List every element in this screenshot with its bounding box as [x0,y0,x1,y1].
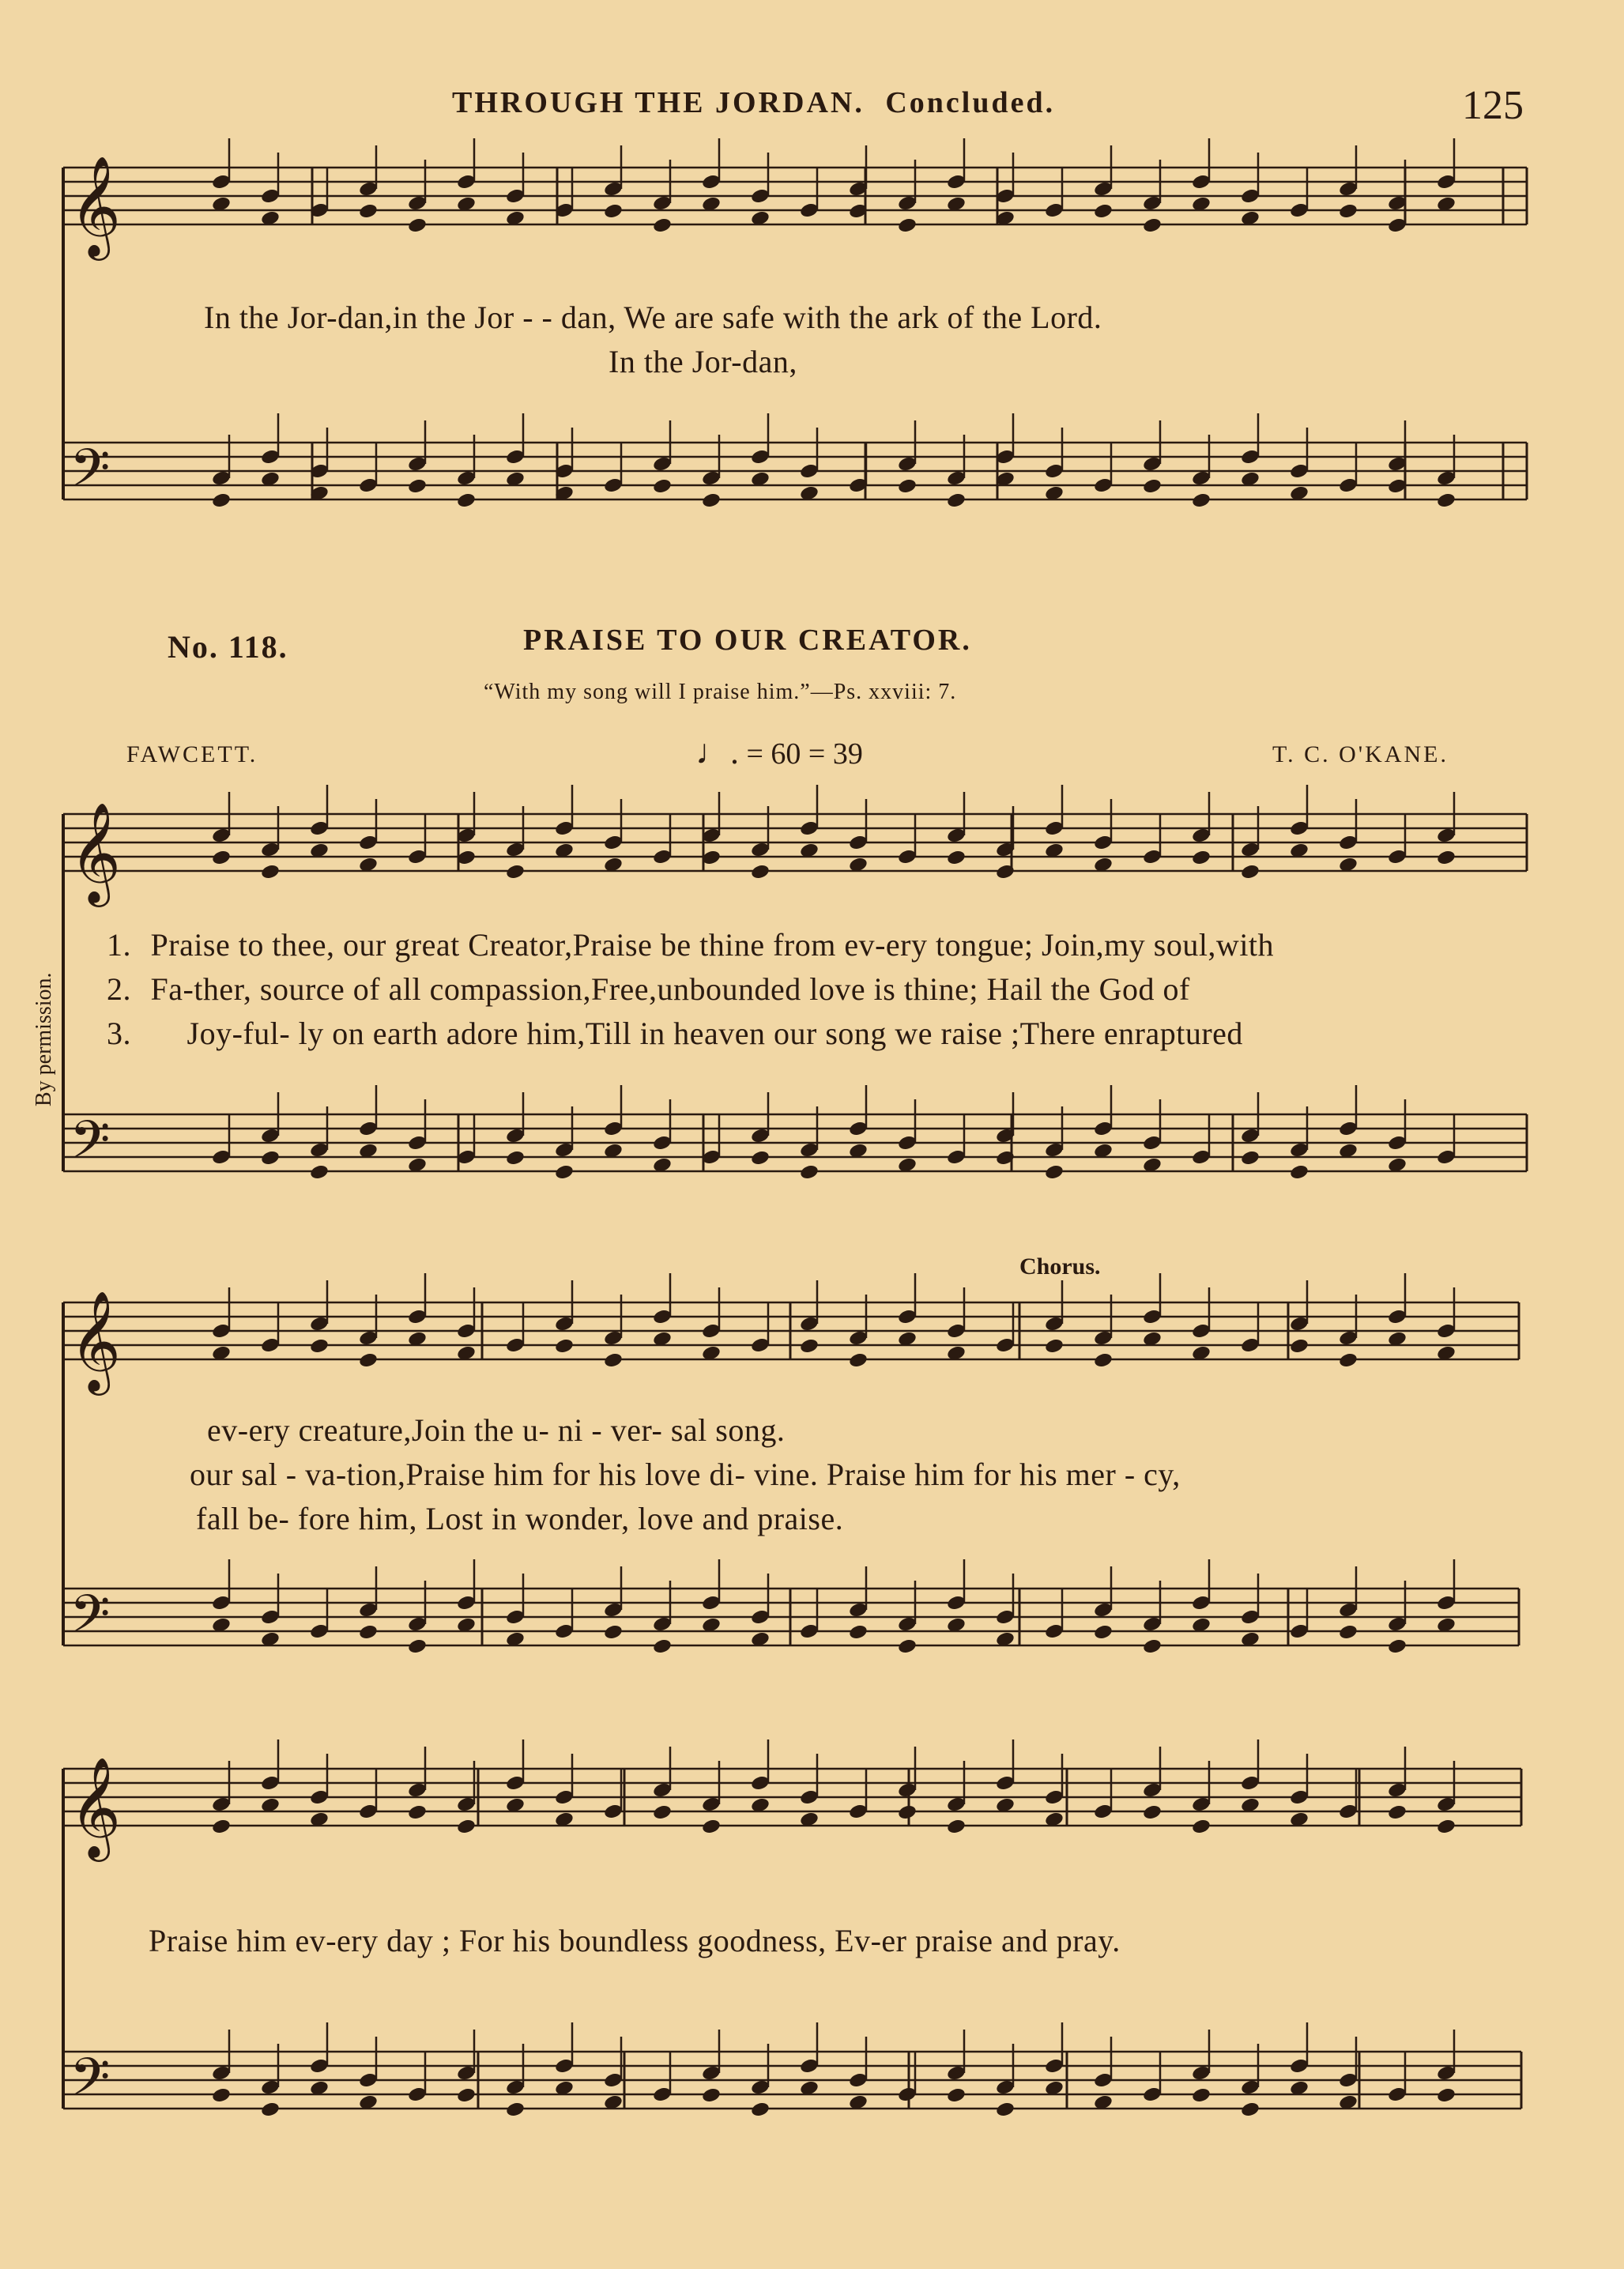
treble-clef-icon: 𝄞 [70,1290,122,1391]
notehead [358,202,379,220]
notehead [505,863,526,880]
notehead [211,2086,232,2104]
verse-3-continued: fall be- fore him, Lost in wonder, love and praise. [196,1501,844,1536]
notehead [407,477,428,495]
notehead [456,1818,477,1835]
notehead [211,1818,232,1835]
notehead [1093,1623,1113,1641]
notehead [750,2101,771,2118]
notehead [407,217,428,234]
treble-clef-icon: 𝄞 [70,1756,122,1857]
notehead [946,1818,966,1835]
verse-number: 1. [107,927,131,963]
notehead [946,849,966,866]
notehead [1142,1638,1162,1655]
running-title-suffix: Concluded. [885,86,1056,119]
tempo-text: = 60 = 39 [746,737,863,771]
treble-clef-icon: 𝄞 [70,801,122,903]
notehead [554,1337,575,1355]
page-number: 125 [1462,83,1524,128]
notehead [1142,217,1162,234]
notehead [260,2101,281,2118]
notehead [1044,1337,1064,1355]
notehead [995,2101,1015,2118]
notehead [799,1163,820,1181]
notehead [701,1818,722,1835]
treble-clef-icon: 𝄞 [70,155,122,256]
notehead [1240,1149,1260,1167]
notehead [1436,1818,1456,1835]
notehead [1240,863,1260,880]
notehead [1142,1804,1162,1821]
notehead [897,477,918,495]
verse-1-continued: ev-ery creature,Join the u- ni - ver- sal song. [207,1412,786,1448]
hymn-number: No. 118. [168,629,288,665]
bass-clef-icon: 𝄢 [70,438,111,511]
notehead [1093,1351,1113,1369]
notehead [1289,1163,1309,1181]
notehead [309,1163,330,1181]
notehead [799,1337,820,1355]
notehead [1191,2086,1211,2104]
notehead [1387,1638,1407,1655]
dotted-quarter-note-icon: ♩. [695,733,739,771]
hymn-scripture: “With my song will I praise him.”—Ps. xxviii: 7. [484,680,957,704]
notehead [897,1804,918,1821]
notehead [1338,202,1358,220]
notehead [211,492,232,509]
notehead [652,1804,673,1821]
notehead [505,1149,526,1167]
verse-text: Joy-ful- ly on earth adore him,Till in heaven our song we raise ;There enraptured [187,1016,1243,1051]
verse-text: Praise to thee, our great Creator,Praise be thine from ev-ery tongue; Join,my soul,with [150,927,1275,963]
notehead [1338,1623,1358,1641]
notehead [652,217,673,234]
notehead [897,1638,918,1655]
notehead [211,849,232,866]
notehead [750,1149,771,1167]
notehead [750,863,771,880]
jordan-lyric-line-2: In the Jor-dan, [609,344,797,379]
notehead [456,2086,477,2104]
bass-clef-icon: 𝄢 [70,2047,111,2120]
notehead [358,1351,379,1369]
verse-2-continued: our sal - va-tion,Praise him for his love di- vine. Praise him for his mer - cy, [190,1457,1181,1492]
notehead [505,2101,526,2118]
notehead [652,1638,673,1655]
hymn-composer: T. C. O'KANE. [1272,741,1449,767]
bass-clef-icon: 𝄢 [70,1584,111,1657]
verse-3 [107,1015,1243,1052]
notehead [554,1163,575,1181]
notehead [1289,1337,1309,1355]
hymn-title: PRAISE TO OUR CREATOR. [523,624,972,657]
notehead [260,863,281,880]
notehead [897,217,918,234]
running-title-text: THROUGH THE JORDAN. [452,86,865,119]
bass-clef-icon: 𝄢 [70,1110,111,1183]
notehead [1387,1804,1407,1821]
notehead [309,1337,330,1355]
notehead [946,492,966,509]
verse-1 [107,926,1274,963]
notehead [456,492,477,509]
notehead [1044,1163,1064,1181]
tempo-marking [695,732,863,772]
notehead [407,1638,428,1655]
verse-number: 2. [107,971,131,1007]
notehead [652,477,673,495]
notehead [946,2086,966,2104]
notehead [701,2086,722,2104]
notehead [1436,2086,1456,2104]
verse-text: Fa-ther, source of all compassion,Free,unbounded love is thine; Hail the God of [150,971,1190,1007]
notehead [1338,1351,1358,1369]
notehead [848,1623,869,1641]
jordan-lyric-line-1: In the Jor-dan,in the Jor - - dan, We are safe with the ark of the Lord. [204,300,1102,335]
verse-2 [107,971,1190,1008]
hymn-poet: FAWCETT. [126,741,258,767]
notehead [603,202,624,220]
notehead [1191,492,1211,509]
notehead [848,1351,869,1369]
permission-note: By permission. [32,972,56,1106]
notehead [1191,849,1211,866]
notehead [1436,849,1456,866]
chorus-lyric: Praise him ev-ery day ; For his boundless goodness, Ev-er praise and pray. [149,1923,1121,1958]
notehead [1191,1818,1211,1835]
notehead [1093,202,1113,220]
notehead [603,1623,624,1641]
notehead [603,1351,624,1369]
notehead [1436,492,1456,509]
verse-number: 3. [107,1016,131,1051]
notehead [1142,477,1162,495]
notehead [1240,2101,1260,2118]
chorus-label: Chorus. [1019,1253,1101,1280]
notehead [701,492,722,509]
notehead [260,1149,281,1167]
notehead [358,1623,379,1641]
notehead [407,1804,428,1821]
